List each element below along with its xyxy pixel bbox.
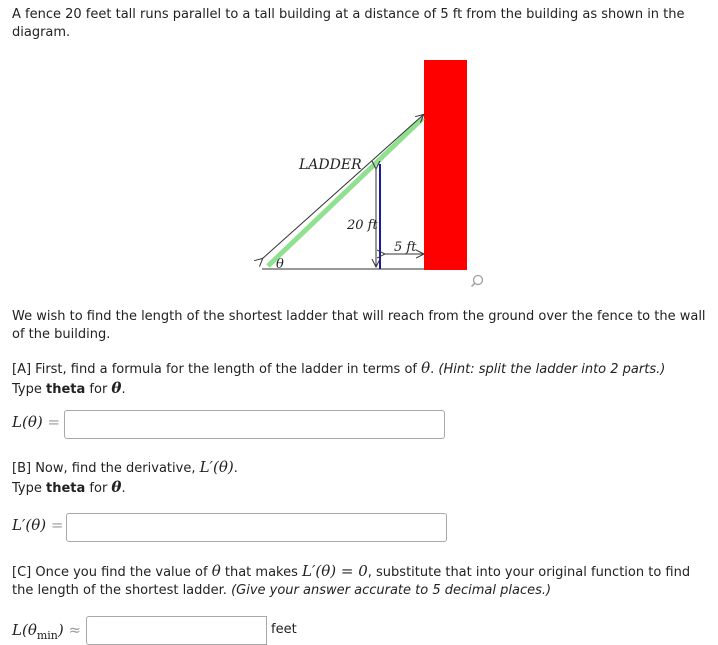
part-b-dot: . (233, 461, 238, 476)
magnifier-icon[interactable] (472, 276, 483, 287)
part-b-label (12, 516, 63, 534)
part-a-theta: θ (421, 359, 431, 377)
part-a-equals: = (47, 413, 61, 431)
part-b-type-theta: θ (111, 478, 122, 496)
part-a-type-end: . (121, 382, 126, 397)
part-b-type-for: for (85, 481, 112, 496)
part-b-derivative: L′(θ) (199, 458, 234, 476)
part-a-type-word: theta (46, 382, 86, 397)
part-c-approx: ≈ (68, 621, 82, 639)
distance-label: 5 ft (394, 240, 417, 255)
part-c-theta: θ (211, 562, 221, 580)
part-c-prompt-text: [C] Once you find the value of (12, 565, 212, 580)
part-c-close-paren: ) (57, 621, 64, 639)
angle-label: θ (276, 257, 284, 272)
part-b-type-prefix: Type (12, 481, 46, 496)
part-c-after-text: , substitute that into your original function to find (367, 565, 691, 580)
ladder-label: LADDER (299, 157, 362, 173)
part-c-input-divider (266, 616, 267, 645)
part-a-type-prefix: Type (12, 382, 46, 397)
part-c-line2-text: the length of the shortest ladder. (12, 583, 232, 598)
ladder-dimension-arrow (262, 115, 423, 259)
part-a-answer-input[interactable] (64, 410, 445, 439)
part-c-label (12, 621, 81, 642)
part-a-prompt (12, 359, 712, 399)
part-b-answer-input[interactable] (66, 513, 447, 542)
part-b-prompt (12, 458, 712, 498)
part-c-accuracy-note: (Give your answer accurate to 5 decimal places.) (231, 583, 552, 598)
part-c-units: feet (271, 622, 297, 637)
part-a-type-theta: θ (111, 379, 122, 397)
part-a-hint: (Hint: split the ladder into 2 parts.) (438, 362, 666, 377)
part-c-answer-input[interactable] (86, 616, 266, 645)
part-a-dot: . (430, 362, 439, 377)
problem-text (12, 308, 712, 344)
part-b-prompt-text: [B] Now, find the derivative, (12, 461, 200, 476)
problem-line-2: of the building. (12, 327, 111, 342)
building-rect (424, 60, 467, 270)
intro-line-2: diagram. (12, 25, 71, 40)
part-b-function-label: L′(θ) (12, 516, 47, 534)
part-c-mid-text: that makes (220, 565, 303, 580)
fence-height-label: 20 ft (347, 218, 378, 233)
problem-line-1: We wish to find the length of the shortest ladder that will reach from the ground over the fence to the wall (12, 309, 706, 324)
part-a-label (12, 413, 60, 431)
part-c-subscript: min (36, 629, 58, 642)
part-b-type-word: theta (46, 481, 86, 496)
part-b-equals: = (50, 516, 64, 534)
intro-line-1: A fence 20 feet tall runs parallel to a tall building at a distance of 5 ft from the building as shown in the (12, 7, 685, 22)
part-b-type-end: . (121, 481, 126, 496)
part-a-type-for: for (85, 382, 112, 397)
part-c-prompt (12, 562, 712, 600)
part-a-prompt-text: [A] First, find a formula for the length of the ladder in terms of (12, 362, 422, 377)
part-c-condition: L′(θ) = 0 (302, 562, 368, 580)
part-a-function-label: L(θ) (12, 413, 43, 431)
ladder-fence-diagram (0, 0, 718, 300)
part-c-function-label: L(θ (12, 621, 37, 639)
